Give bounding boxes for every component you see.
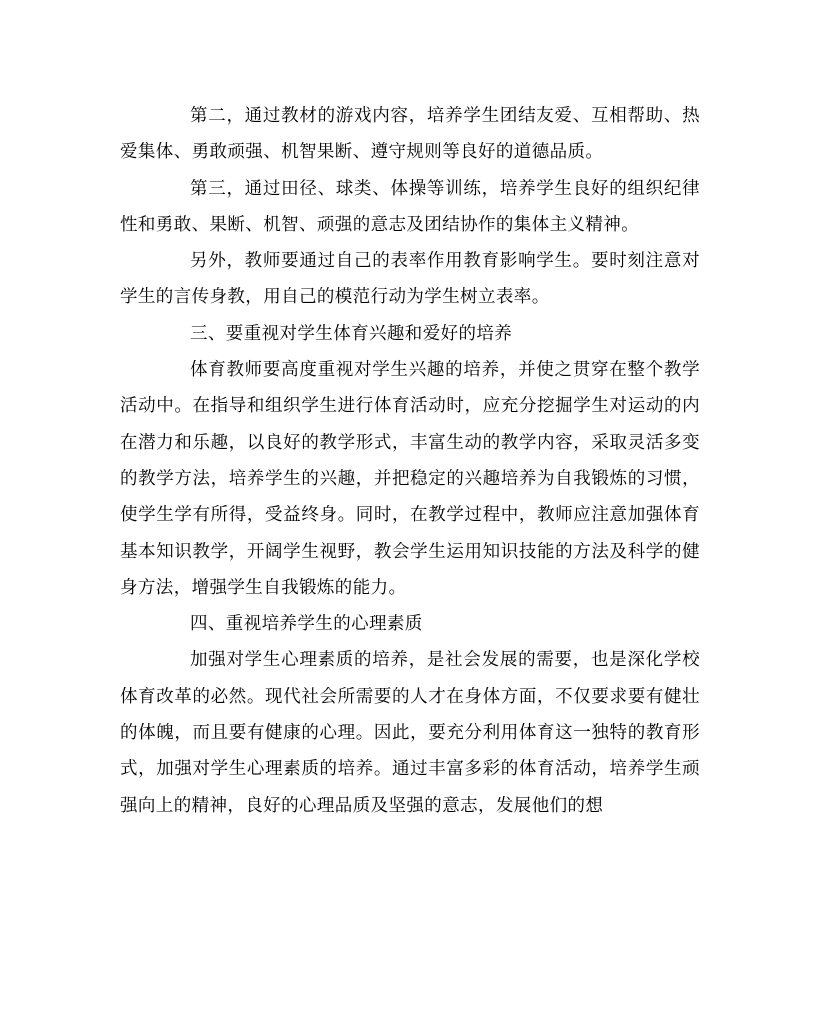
section-heading-interest: 三、要重视对学生体育兴趣和爱好的培养 [190,323,513,344]
section-heading-psychology: 四、重视培养学生的心理素质 [190,614,423,635]
paragraph-teacher-example: 另外，教师要通过自己的表率作用教育影响学生。要时刻注意对学生的言传身教，用自己的模范行动为学生树立表率。 [120,251,700,308]
paragraph-interest-cultivation: 体育教师要高度重视对学生兴趣的培养，并使之贯穿在整个教学活动中。在指导和组织学生进行体育活动时，应充分挖掘学生对运动的内在潜力和乐趣，以良好的教学形式，丰富生动的教学内容，采取灵活多变的教学方法，培养学生的兴趣，并把稳定的兴趣培养为自我锻炼的习惯，使学生学有所得，受益终身。同时，在教学过程中，教师应注意加强体育基本知识教学，开阔学生视野，教会学生运用知识技能的方法及科学的健身方法，增强学生自我锻炼的能力。 [120,360,700,598]
document-body [120,98,700,824]
paragraph-discipline-will: 第三，通过田径、球类、体操等训练，培养学生良好的组织纪律性和勇敢、果断、机智、顽强的意志及团结协作的集体主义精神。 [120,178,700,235]
paragraph-psychological-quality: 加强对学生心理素质的培养，是社会发展的需要，也是深化学校体育改革的必然。现代社会所需要的人才在身体方面，不仅要求要有健壮的体魄，而且要有健康的心理。因此，要充分利用体育这一独特的教育形式，加强对学生心理素质的培养。通过丰富多彩的体育活动，培养学生顽强向上的精神，良好的心理品质及坚强的意志，发展他们的想 [120,650,700,816]
paragraph-moral-quality: 第二，通过教材的游戏内容，培养学生团结友爱、互相帮助、热爱集体、勇敢顽强、机智果断、遵守规则等良好的道德品质。 [120,106,700,163]
